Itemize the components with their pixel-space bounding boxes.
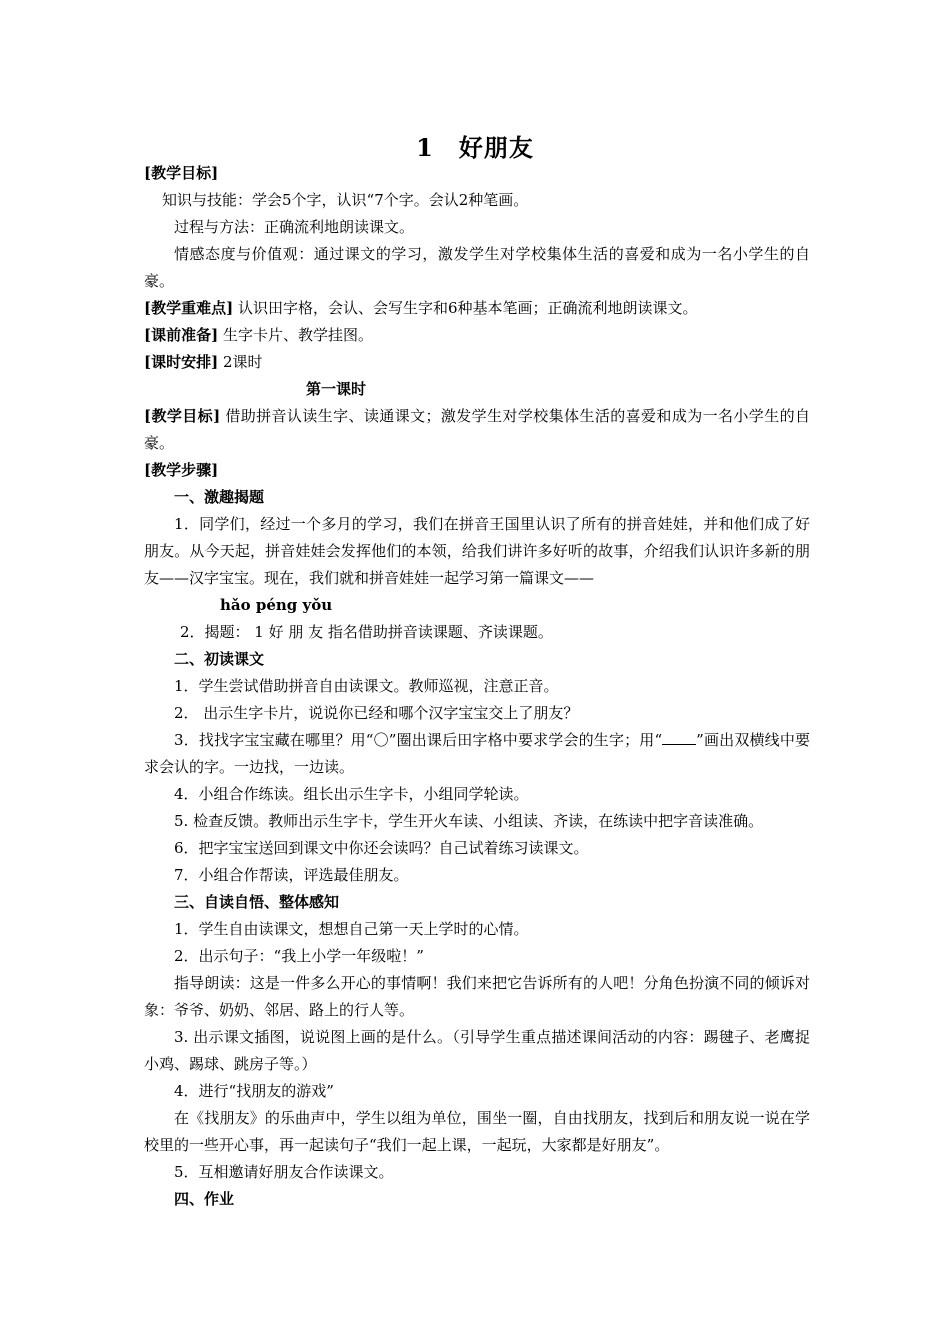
- section3-item5: 5．互相邀请好朋友合作读课文。: [174, 1163, 394, 1181]
- section2-item7: 7．小组合作帮读，评选最佳朋友。: [174, 866, 409, 884]
- section3-item4: 4．进行“找朋友的游戏”: [174, 1082, 334, 1100]
- section2-item3-part-b: ”画出双横线中要求会认的字。一边找，一边读。: [144, 731, 810, 776]
- goal-process: 过程与方法：正确流利地朗读课文。: [174, 218, 415, 236]
- preparation: [144, 322, 810, 349]
- key-points-text: 认识田字格，会认、会写生字和6种基本笔画；正确流利地朗读课文。: [233, 299, 698, 317]
- key-points: [144, 295, 810, 322]
- preparation-text: 生字卡片、教学挂图。: [218, 326, 373, 344]
- section2-item3: [144, 727, 810, 781]
- goal-emotion: 情感态度与价值观：通过课文的学习，激发学生对学校集体生活的喜爱和成为一名小学生的自豪。: [144, 245, 810, 290]
- section-heading: 二、初读课文: [174, 650, 265, 668]
- section1-item2: 2．揭题： 1 好 朋 友 指名借助拼音读课题、齐读课题。: [180, 623, 553, 641]
- session-goal: [144, 403, 810, 457]
- section2-item4: 4．小组合作练读。组长出示生字卡，小组同学轮读。: [174, 785, 529, 803]
- section3-game: 在《找朋友》的乐曲声中，学生以组为单位，围坐一圈，自由找朋友，找到后和朋友说一说在学校里的一些开心事，再一起读句子“我们一起上课，一起玩，大家都是好朋友”。: [144, 1109, 810, 1154]
- session-title: 第一课时: [306, 380, 367, 398]
- double-underline-blank: [662, 730, 696, 745]
- section2-item3-part-a: 3．找找字宝宝藏在哪里？用“〇”圈出课后田字格中要求学会的生字；用“: [174, 731, 663, 749]
- schedule-text: 2课时: [218, 353, 263, 371]
- section3-item1: 1．学生自由读课文，想想自己第一天上学时的心情。: [174, 920, 529, 938]
- goal-knowledge: 知识与技能：学会5个字，认识“7个字。会认2种笔画。: [162, 191, 529, 209]
- section2-item6: 6．把字宝宝送回到课文中你还会读吗？自己试着练习读课文。: [174, 839, 589, 857]
- session-goal-text: 借助拼音认读生字、读通课文；激发学生对学校集体生活的喜爱和成为一名小学生的自豪。: [144, 407, 810, 452]
- lesson-title: 1 好朋友: [416, 133, 534, 162]
- section3-guide: 指导朗读：这是一件多么开心的事情啊！我们来把它告诉所有的人吧！分角色扮演不同的倾诉对象：爷爷、奶奶、邻居、路上的行人等。: [144, 974, 810, 1019]
- section2-item1: 1．学生尝试借助拼音自由读课文。教师巡视，注意正音。: [174, 677, 559, 695]
- schedule: [144, 349, 810, 376]
- teaching-goals-label: [教学目标]: [144, 164, 219, 182]
- section2-item5: 5. 检查反馈。教师出示生字卡，学生开火车读、小组读、齐读，在练读中把字音读准确。: [174, 812, 764, 830]
- section3-item3: 3. 出示课文插图，说说图上画的是什么。（引导学生重点描述课间活动的内容：踢毽子、老鹰捉小鸡、踢球、跳房子等。）: [144, 1028, 810, 1073]
- schedule-label: [课时安排]: [144, 353, 219, 371]
- key-points-label: [教学重难点]: [144, 299, 234, 317]
- section1-item1: 1．同学们，经过一个多月的学习，我们在拼音王国里认识了所有的拼音娃娃，并和他们成了好朋友。从今天起，拼音娃娃会发挥他们的本领，给我们讲许多好听的故事，介绍我们认识许多新的朋友——汉字宝宝。现在，我们就和拼音娃娃一起学习第一篇课文——: [144, 515, 810, 587]
- teaching-steps-label: [教学步骤]: [144, 461, 219, 479]
- preparation-label: [课前准备]: [144, 326, 219, 344]
- session-goal-label: [教学目标]: [144, 407, 221, 425]
- section-heading: 四、作业: [174, 1190, 235, 1208]
- section-heading: 一、激趣揭题: [174, 488, 265, 506]
- section2-item2: 2． 出示生字卡片，说说你已经和哪个汉字宝宝交上了朋友？: [174, 704, 579, 722]
- section3-item2: 2．出示句子：“我上小学一年级啦！”: [174, 947, 424, 965]
- lesson-plan-body: [144, 160, 810, 1213]
- section-heading: 三、自读自悟、整体感知: [174, 893, 340, 911]
- pinyin-title: hǎo péng yǒu: [220, 596, 333, 614]
